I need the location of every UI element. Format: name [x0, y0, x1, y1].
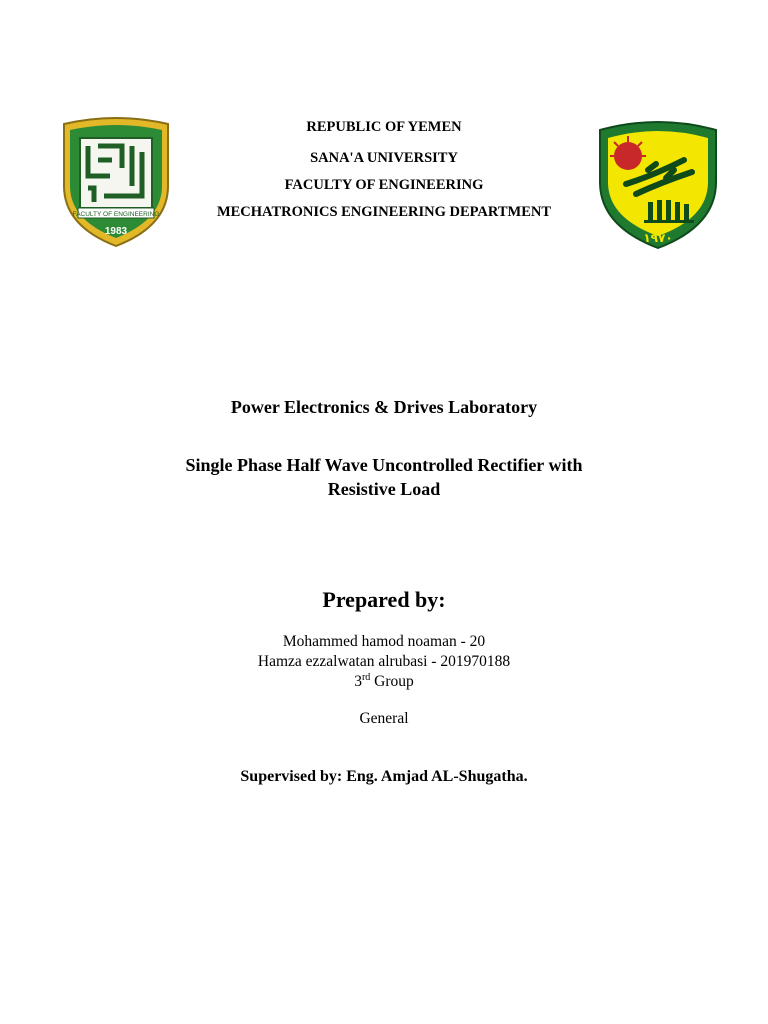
author-2: Hamza ezzalwatan alrubasi - 201970188	[257, 653, 511, 670]
author-1: Mohammed hamod noaman - 20	[282, 633, 486, 650]
experiment-title-line-2: Resistive Load	[327, 479, 441, 499]
group-line	[0, 672, 768, 692]
sanaa-university-logo	[596, 120, 720, 252]
faculty-name: FACULTY OF ENGINEERING	[284, 177, 484, 193]
prepared-by-heading: Prepared by:	[322, 587, 446, 612]
logo-right-year: ١٩٧٠	[643, 231, 673, 245]
experiment-title	[0, 453, 768, 501]
department-name: MECHATRONICS ENGINEERING DEPARTMENT	[216, 204, 552, 220]
lab-title: Power Electronics & Drives Laboratory	[230, 397, 538, 417]
supervisor-line: Supervised by: Eng. Amjad AL-Shugatha.	[240, 768, 528, 785]
logo-left-year: 1983	[104, 226, 128, 237]
group-ordinal-suffix: rd	[361, 671, 371, 683]
logo-left-caption: FACULTY OF ENGINEERING	[72, 211, 160, 218]
experiment-title-line-1: Single Phase Half Wave Uncontrolled Rectifier with	[185, 455, 583, 475]
country-name: REPUBLIC OF YEMEN	[306, 119, 462, 135]
authors-list	[0, 632, 768, 692]
group-label: Group	[370, 673, 414, 690]
university-name: SANA'A UNIVERSITY	[310, 150, 458, 166]
section-label: General	[359, 710, 409, 727]
institution-header	[150, 114, 618, 226]
group-number: 3	[354, 673, 362, 690]
